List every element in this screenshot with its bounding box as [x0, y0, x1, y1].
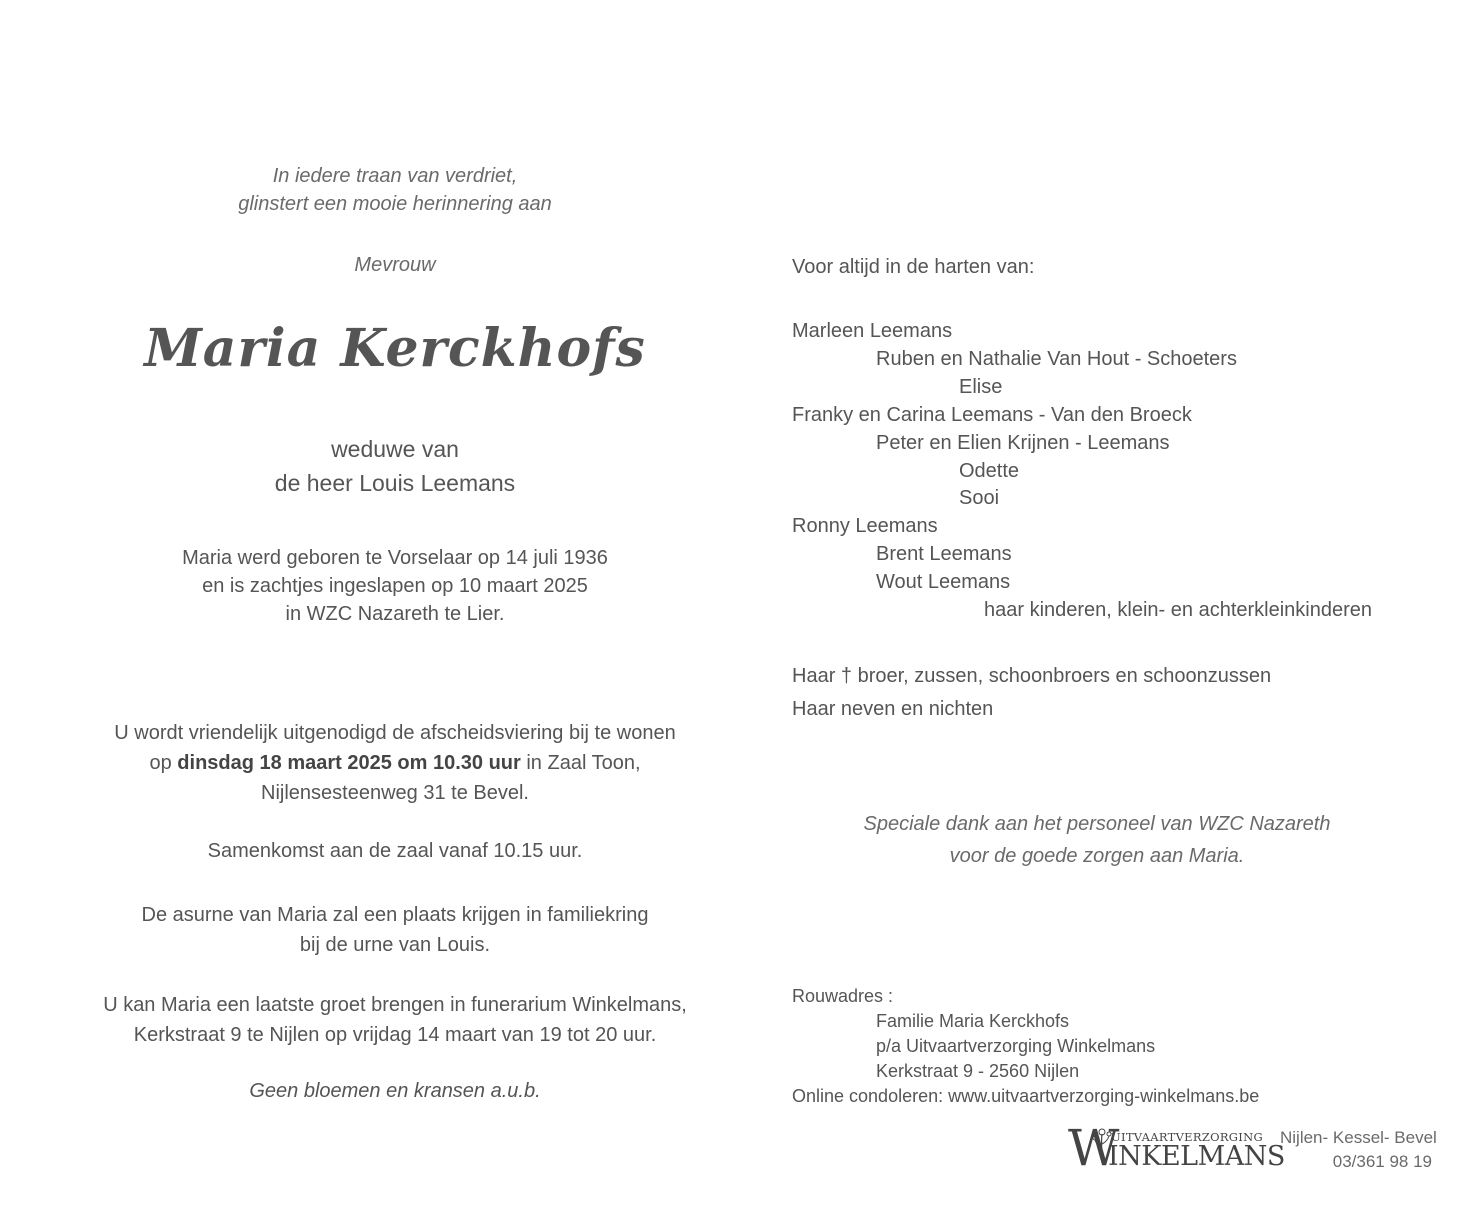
- locations: Nijlen- Kessel- Bevel: [1280, 1128, 1437, 1147]
- family-member: Brent Leemans: [876, 543, 1012, 566]
- urn-line-1: De asurne van Maria zal een plaats krijgen in familiekring: [141, 904, 649, 926]
- family-member: Wout Leemans: [876, 571, 1011, 594]
- cousins-line: Haar neven en nichten: [792, 698, 994, 720]
- invite-line-3: Nijlensesteenweg 31 te Bevel.: [261, 782, 529, 804]
- widow-line-1: weduwe van: [331, 436, 459, 462]
- thanks-line-2: voor de goede zorgen aan Maria.: [949, 845, 1245, 867]
- family-member: Ruben en Nathalie Van Hout - Schoeters: [876, 347, 1237, 370]
- logo-initial: W: [1068, 1119, 1120, 1177]
- winkelmans-logo: [1068, 1119, 1285, 1178]
- family-member: Odette: [959, 459, 1020, 482]
- birth-line-1: Maria werd geboren te Vorselaar op 14 juli 1936: [182, 547, 608, 569]
- address-line: Kerkstraat 9 - 2560 Nijlen: [876, 1061, 1080, 1081]
- logo-tagline: UITVAARTVERZORGING: [1111, 1130, 1263, 1144]
- phone-number[interactable]: 03/361 98 19: [1332, 1152, 1432, 1171]
- online-condolence-link[interactable]: Online condoleren: www.uitvaartverzorging-winkelmans.be: [792, 1086, 1260, 1106]
- invite-line-1: U wordt vriendelijk uitgenodigd de afscheidsviering bij te wonen: [114, 722, 676, 744]
- siblings-line: Haar † broer, zussen, schoonbroers en schoonzussen: [792, 665, 1272, 687]
- invite-line-2-pre: op: [149, 752, 178, 774]
- address-line: Familie Maria Kerckhofs: [876, 1011, 1070, 1031]
- family-member: Franky en Carina Leemans - Van den Broeck: [792, 403, 1192, 426]
- quote-line-1: In iedere traan van verdriet,: [272, 165, 518, 187]
- address-line: p/a Uitvaartverzorging Winkelmans: [876, 1036, 1156, 1056]
- invite-line-2: [80, 748, 710, 778]
- last-greeting: [80, 990, 710, 1050]
- deceased-name: Maria Kerckhofs: [144, 318, 646, 379]
- mourning-address: [792, 984, 1259, 1109]
- contact-info: [1280, 1126, 1437, 1174]
- family-member: Ronny Leemans: [792, 515, 938, 538]
- widow-notice: [80, 432, 710, 500]
- birth-death-info: [80, 544, 710, 628]
- title-word: Mevrouw: [354, 254, 436, 276]
- extended-family: [792, 660, 1271, 726]
- family-member: Elise: [959, 375, 1003, 398]
- thanks-line-1: Speciale dank aan het personeel van WZC Nazareth: [863, 813, 1331, 835]
- invitation: [80, 718, 710, 808]
- greet-line-2: Kerkstraat 9 te Nijlen op vrijdag 14 maart van 19 tot 20 uur.: [133, 1024, 657, 1046]
- urn-line-2: bij de urne van Louis.: [299, 934, 491, 956]
- no-flowers-note: Geen bloemen en kransen a.u.b.: [249, 1080, 541, 1102]
- birth-line-2: en is zachtjes ingeslapen op 10 maart 2025: [202, 575, 588, 597]
- widow-line-2: de heer Louis Leemans: [274, 470, 516, 496]
- family-member: Sooi: [959, 487, 1000, 510]
- always-in-hearts: Voor altijd in de harten van:: [792, 256, 1035, 278]
- quote-line-2: glinstert een mooie herinnering aan: [238, 193, 552, 215]
- family-member: Marleen Leemans: [792, 320, 953, 342]
- family-member: Peter en Elien Krijnen - Leemans: [876, 431, 1170, 454]
- opening-quote: [80, 162, 710, 218]
- special-thanks: [792, 808, 1402, 872]
- invite-line-2-post: in Zaal Toon,: [520, 752, 641, 774]
- ceremony-datetime: dinsdag 18 maart 2025 om 10.30 uur: [177, 752, 521, 774]
- meeting-time: Samenkomst aan de zaal vanaf 10.15 uur.: [207, 840, 583, 862]
- address-label: Rouwadres :: [792, 986, 894, 1006]
- birth-line-3: in WZC Nazareth te Lier.: [285, 603, 505, 625]
- greet-line-1: U kan Maria een laatste groet brengen in funerarium Winkelmans,: [103, 994, 687, 1016]
- urn-notice: [80, 900, 710, 960]
- family-summary: haar kinderen, klein- en achterkleinkinderen: [984, 599, 1373, 622]
- family-list: [792, 318, 1372, 625]
- logo-name: INKELMANS: [1108, 1141, 1285, 1172]
